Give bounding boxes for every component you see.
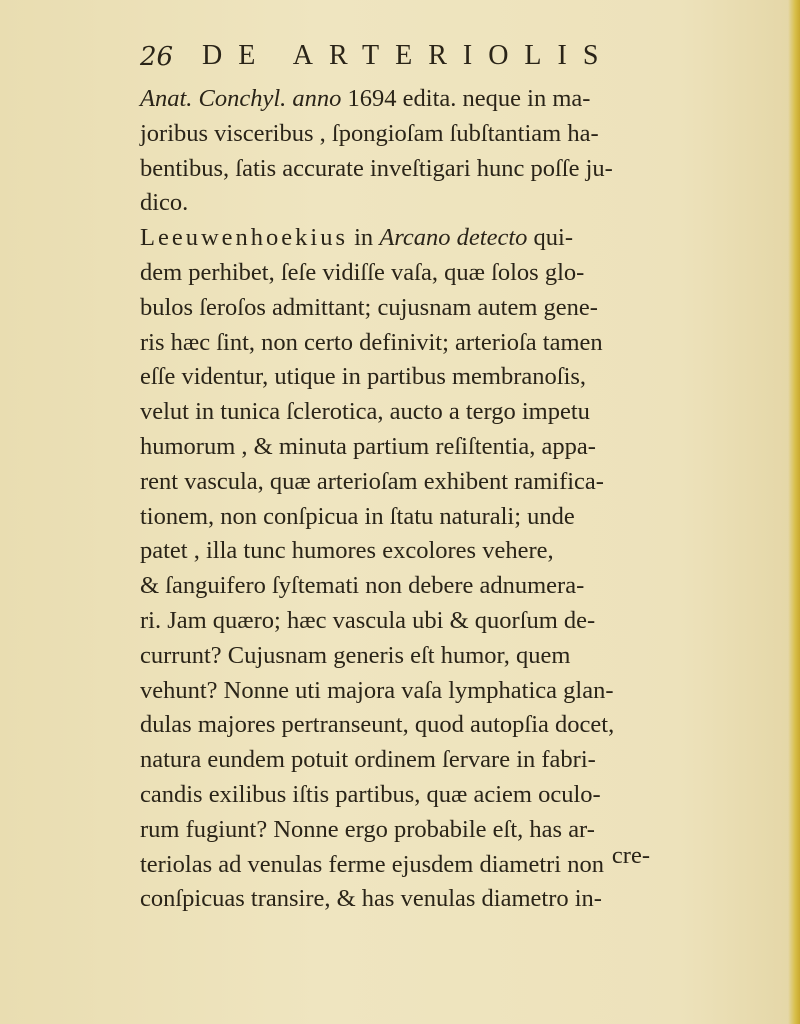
text-line [140, 152, 650, 187]
text-run: eſſe videntur, utique in partibus membranoſis, [140, 363, 587, 391]
text-run: patet , illa tunc humores excolores vehere, [140, 537, 554, 565]
text-line [140, 395, 650, 430]
text-line [140, 813, 650, 848]
text-line [140, 291, 650, 326]
text-line [140, 534, 650, 569]
text-line [140, 604, 650, 639]
page-number: 26 [140, 42, 174, 72]
text-run: & ſanguifero ſyſtemati non debere adnumera- [140, 572, 585, 600]
text-run: conſpicuas transire, & has venulas diametro in- [140, 885, 602, 913]
text-run: Leeuwenhoekius [140, 224, 348, 252]
text-run: ri. Jam quæro; hæc vascula ubi & quorſum de- [140, 606, 596, 634]
page-header [140, 38, 670, 78]
running-title: DE ARTERIOLIS [202, 40, 615, 71]
text-line [140, 674, 650, 709]
text-run: 1694 [347, 85, 397, 112]
text-run: tionem, non conſpicua in ſtatu naturali; unde [140, 502, 575, 530]
text-line [140, 778, 650, 813]
text-line [140, 639, 650, 674]
text-run: edita. neque in ma- [396, 85, 591, 112]
text-run: rum fugiunt? Nonne ergo probabile eſt, has ar- [140, 815, 595, 843]
text-run: Anat. Conchyl. anno [140, 85, 348, 112]
text-run: dem perhibet, ſeſe vidiſſe vaſa, quæ ſolos glo- [140, 258, 585, 286]
text-line [140, 360, 650, 395]
text-run: dico. [140, 189, 189, 217]
body-text [140, 82, 650, 917]
text-line [140, 465, 650, 500]
text-line [140, 326, 650, 361]
text-line [140, 743, 650, 778]
text-line [140, 186, 650, 221]
text-run: rent vascula, quæ arterioſam exhibent ramifica- [140, 467, 604, 495]
page-edge [788, 0, 800, 1024]
text-line [140, 708, 650, 743]
text-run: natura eundem potuit ordinem ſervare in fabri- [140, 746, 596, 774]
text-line [140, 82, 650, 117]
text-run: Arcano detecto [379, 224, 528, 252]
text-run: joribus visceribus , ſpongioſam ſubſtantiam ha- [140, 119, 599, 147]
text-line [140, 848, 650, 883]
text-run: vehunt? Nonne uti majora vaſa lymphatica glan- [140, 676, 614, 704]
text-line [140, 500, 650, 535]
text-run: candis exilibus iſtis partibus, quæ aciem oculo- [140, 780, 601, 808]
text-line [140, 256, 650, 291]
text-run: ris hæc ſint, non certo definivit; arterioſa tamen [140, 328, 603, 356]
text-run: humorum , & minuta partium reſiſtentia, appa- [140, 432, 596, 460]
text-line [140, 221, 650, 256]
text-run: dulas majores pertranseunt, quod autopſia docet, [140, 711, 615, 739]
text-line [140, 430, 650, 465]
text-run: bulos ſeroſos admittant; cujusnam autem gene- [140, 293, 598, 321]
text-line [140, 882, 650, 917]
text-run: currunt? Cujusnam generis eſt humor, quem [140, 641, 571, 669]
text-run: teriolas ad venulas ferme ejusdem diametri non [140, 850, 604, 878]
text-line [140, 117, 650, 152]
text-run: in [348, 224, 380, 252]
text-line [140, 569, 650, 604]
catchword: cre- [611, 842, 650, 869]
text-run: qui- [527, 224, 573, 252]
text-run: velut in tunica ſclerotica, aucto a tergo impetu [140, 398, 590, 426]
text-run: bentibus, ſatis accurate inveſtigari hunc poſſe ju- [140, 154, 613, 182]
